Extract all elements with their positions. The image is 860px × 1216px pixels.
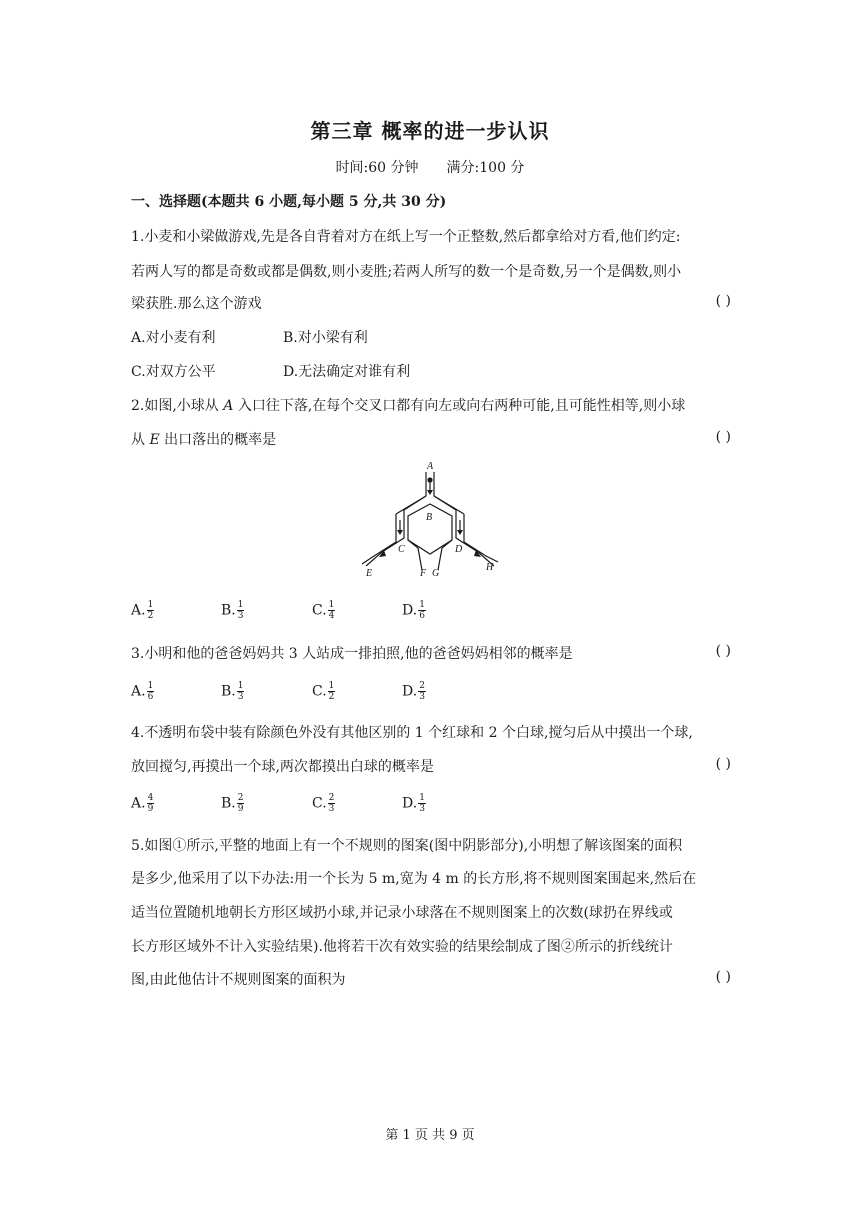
q2-line-2-pre: 从 <box>131 432 150 448</box>
q4-option-b: B. $\frac{2}{9}$ <box>221 793 244 814</box>
q1-option-b: B.对小梁有利 <box>283 330 368 346</box>
q4-option-c: C. $\frac{2}{3}$ <box>312 793 335 814</box>
q3-option-c: C. $\frac{1}{2}$ <box>312 681 335 702</box>
q1-line-3-text: 梁获胜.那么这个游戏 <box>131 296 262 312</box>
q1-option-c: C.对双方公平 <box>131 364 216 380</box>
q3-option-d: D. $\frac{2}{3}$ <box>402 681 425 702</box>
q1-line-2: 若两人写的都是奇数或都是偶数,则小麦胜;若两人所写的数一个是奇数,另一个是偶数,则小 <box>131 264 682 280</box>
q5-line-5 <box>131 969 731 989</box>
q2-line-2 <box>131 429 731 449</box>
q2-line-1-post: 入口往下落,在每个交叉口都有向左或向右两种可能,且可能性相等,则小球 <box>233 398 686 414</box>
q2-line-1 <box>131 395 731 415</box>
q2-option-a: A. $\frac{1}{2}$ <box>131 600 154 621</box>
q4-option-d: D. $\frac{1}{3}$ <box>402 793 425 814</box>
answer-blank: ( ) <box>715 756 731 772</box>
q2-option-d: D. $\frac{1}{6}$ <box>402 600 425 621</box>
q3-text: 3.小明和他的爸爸妈妈共 3 人站成一排拍照,他的爸爸妈妈相邻的概率是 <box>131 646 573 662</box>
label-c: C <box>398 544 405 555</box>
q3-line-1 <box>131 643 731 663</box>
full-score: 满分:100 分 <box>446 160 525 176</box>
label-f: F <box>420 568 427 579</box>
q5-line-2: 是多少,他采用了以下办法:用一个长为 5 m,宽为 4 m 的长方形,将不规则图案围起来,然后在 <box>131 871 697 887</box>
q2-option-c: C. $\frac{1}{4}$ <box>312 600 335 621</box>
page-footer: 第 1 页 共 9 页 <box>385 1128 475 1143</box>
label-g: G <box>432 568 440 579</box>
q2-option-b: B. $\frac{1}{3}$ <box>221 600 244 621</box>
ball-path-diagram <box>360 458 500 580</box>
q1-option-a: A.对小麦有利 <box>131 330 216 346</box>
q2-var-a: A <box>223 398 234 414</box>
q3-option-b: B. $\frac{1}{3}$ <box>221 681 244 702</box>
label-d: D <box>455 544 463 555</box>
label-b: B <box>426 512 433 523</box>
q3-option-a: A. $\frac{1}{6}$ <box>131 681 154 702</box>
answer-blank: ( ) <box>715 293 731 309</box>
section-heading: 一、选择题(本题共 6 小题,每小题 5 分,共 30 分) <box>131 194 447 210</box>
q4-line-2-text: 放回搅匀,再摸出一个球,两次都摸出白球的概率是 <box>131 759 434 775</box>
q2-var-e: E <box>149 432 160 448</box>
time-limit: 时间:60 分钟 <box>335 160 419 176</box>
answer-blank: ( ) <box>715 429 731 445</box>
answer-blank: ( ) <box>715 643 731 659</box>
q5-line-5-text: 图,由此他估计不规则图案的面积为 <box>131 972 346 988</box>
label-e: E <box>366 568 373 579</box>
q4-option-a: A. $\frac{4}{9}$ <box>131 793 154 814</box>
q2-line-1-pre: 2.如图,小球从 <box>131 398 224 414</box>
label-a: A <box>427 461 434 472</box>
q4-line-2 <box>131 756 731 776</box>
q2-line-2-post: 出口落出的概率是 <box>159 432 277 448</box>
page-title: 第三章 概率的进一步认识 <box>310 119 550 143</box>
q1-line-3 <box>131 293 731 313</box>
q1-option-d: D.无法确定对谁有利 <box>283 364 411 380</box>
q5-line-4: 长方形区域外不计入实验结果).他将若干次有效实验的结果绘制成了图②所示的折线统计 <box>131 939 673 955</box>
q5-line-3: 适当位置随机地朝长方形区域扔小球,并记录小球落在不规则图案上的次数(球扔在界线或 <box>131 905 673 921</box>
q4-line-1: 4.不透明布袋中装有除颜色外没有其他区别的 1 个红球和 2 个白球,搅匀后从中摸出一个球, <box>131 725 693 741</box>
q5-line-1: 5.如图①所示,平整的地面上有一个不规则的图案(图中阴影部分),小明想了解该图案的面积 <box>131 838 683 854</box>
q1-line-1: 1.小麦和小梁做游戏,先是各自背着对方在纸上写一个正整数,然后都拿给对方看,他们约定: <box>131 229 681 245</box>
answer-blank: ( ) <box>715 969 731 985</box>
label-h: H <box>486 562 494 573</box>
exam-info <box>0 157 860 177</box>
